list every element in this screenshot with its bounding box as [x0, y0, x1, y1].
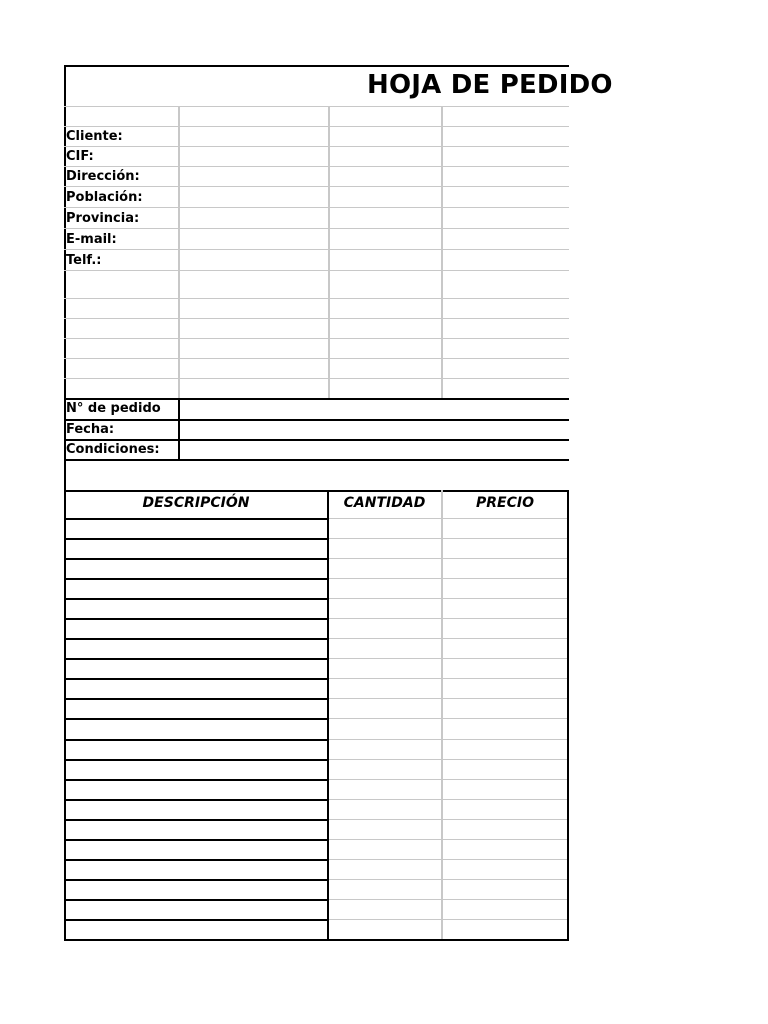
table-row-line: [328, 618, 569, 619]
grid-row-line: [64, 228, 569, 229]
table-row-line-desc: [64, 879, 328, 881]
title-box: [64, 65, 613, 106]
client-field-label: Telf.:: [66, 252, 102, 268]
table-row-line-desc: [64, 578, 328, 580]
client-field-label: Provincia:: [66, 210, 140, 226]
table-row-line-desc: [64, 819, 328, 821]
table-row-line-desc: [64, 678, 328, 680]
table-column-header: DESCRIPCIÓN: [142, 495, 250, 511]
table-row-line: [328, 598, 569, 599]
client-field-label: Dirección:: [66, 169, 140, 184]
table-row-line-desc: [64, 718, 328, 720]
grid-col-line: [178, 106, 180, 398]
grid-row-line: [64, 106, 569, 107]
table-right-border: [567, 490, 569, 941]
order-col-line: [178, 398, 180, 459]
table-header-bottom-right: [328, 518, 569, 519]
grid-row-line: [64, 298, 569, 299]
table-row-line: [328, 739, 569, 740]
table-row-line-desc: [64, 638, 328, 640]
page-title: HOJA DE PEDIDO: [367, 70, 613, 100]
order-field-label: N° de pedido: [66, 401, 161, 416]
grid-col-line: [441, 106, 443, 398]
table-row-line-desc: [64, 779, 328, 781]
table-row-line: [328, 658, 569, 659]
table-row-line: [328, 558, 569, 559]
table-row-line: [328, 698, 569, 699]
grid-row-line: [64, 338, 569, 339]
table-header-bottom: [64, 518, 328, 520]
table-row-line: [328, 879, 569, 880]
grid-row-line: [64, 378, 569, 379]
table-row-line-desc: [64, 598, 328, 600]
order-field-label: Fecha:: [66, 422, 115, 437]
order-sheet: [64, 65, 613, 941]
table-row-line-desc: [64, 698, 328, 700]
client-field-label: Población:: [66, 189, 143, 205]
table-col-line: [441, 490, 443, 939]
table-row-line: [328, 859, 569, 860]
table-row-line-desc: [64, 558, 328, 560]
table-col-line: [327, 490, 329, 939]
table-row-line: [328, 638, 569, 639]
table-row-line-desc: [64, 759, 328, 761]
table-row-line-desc: [64, 799, 328, 801]
table-row-line-desc: [64, 538, 328, 540]
grid-row-line: [64, 358, 569, 359]
table-row-line-desc: [64, 658, 328, 660]
table-row-line: [328, 678, 569, 679]
grid-row-line: [64, 270, 569, 271]
order-field-label: Condiciones:: [66, 442, 160, 457]
grid-row-line: [64, 166, 569, 167]
table-row-line-desc: [64, 839, 328, 841]
client-field-label: Cliente:: [66, 129, 123, 144]
table-row-line: [328, 839, 569, 840]
table-row-line: [328, 759, 569, 760]
table-row-line-desc: [64, 919, 328, 921]
table-bottom-border: [64, 939, 569, 941]
client-field-label: CIF:: [66, 149, 94, 164]
grid-col-line: [328, 106, 330, 398]
table-column-header: PRECIO: [476, 495, 534, 511]
table-column-header: CANTIDAD: [343, 495, 426, 511]
client-field-label: E-mail:: [66, 231, 117, 247]
table-row-line: [328, 819, 569, 820]
grid-row-line: [64, 126, 569, 127]
grid-row-line: [64, 249, 569, 250]
table-row-line-desc: [64, 899, 328, 901]
table-row-line: [328, 799, 569, 800]
table-row-line: [328, 718, 569, 719]
grid-row-line: [64, 146, 569, 147]
table-row-line-desc: [64, 618, 328, 620]
table-row-line: [328, 899, 569, 900]
table-row-line: [328, 578, 569, 579]
grid-row-line: [64, 318, 569, 319]
table-row-line-desc: [64, 859, 328, 861]
table-row-line-desc: [64, 739, 328, 741]
order-row-line: [64, 419, 569, 421]
table-row-line: [328, 779, 569, 780]
table-row-line: [328, 538, 569, 539]
table-row-line: [328, 919, 569, 920]
